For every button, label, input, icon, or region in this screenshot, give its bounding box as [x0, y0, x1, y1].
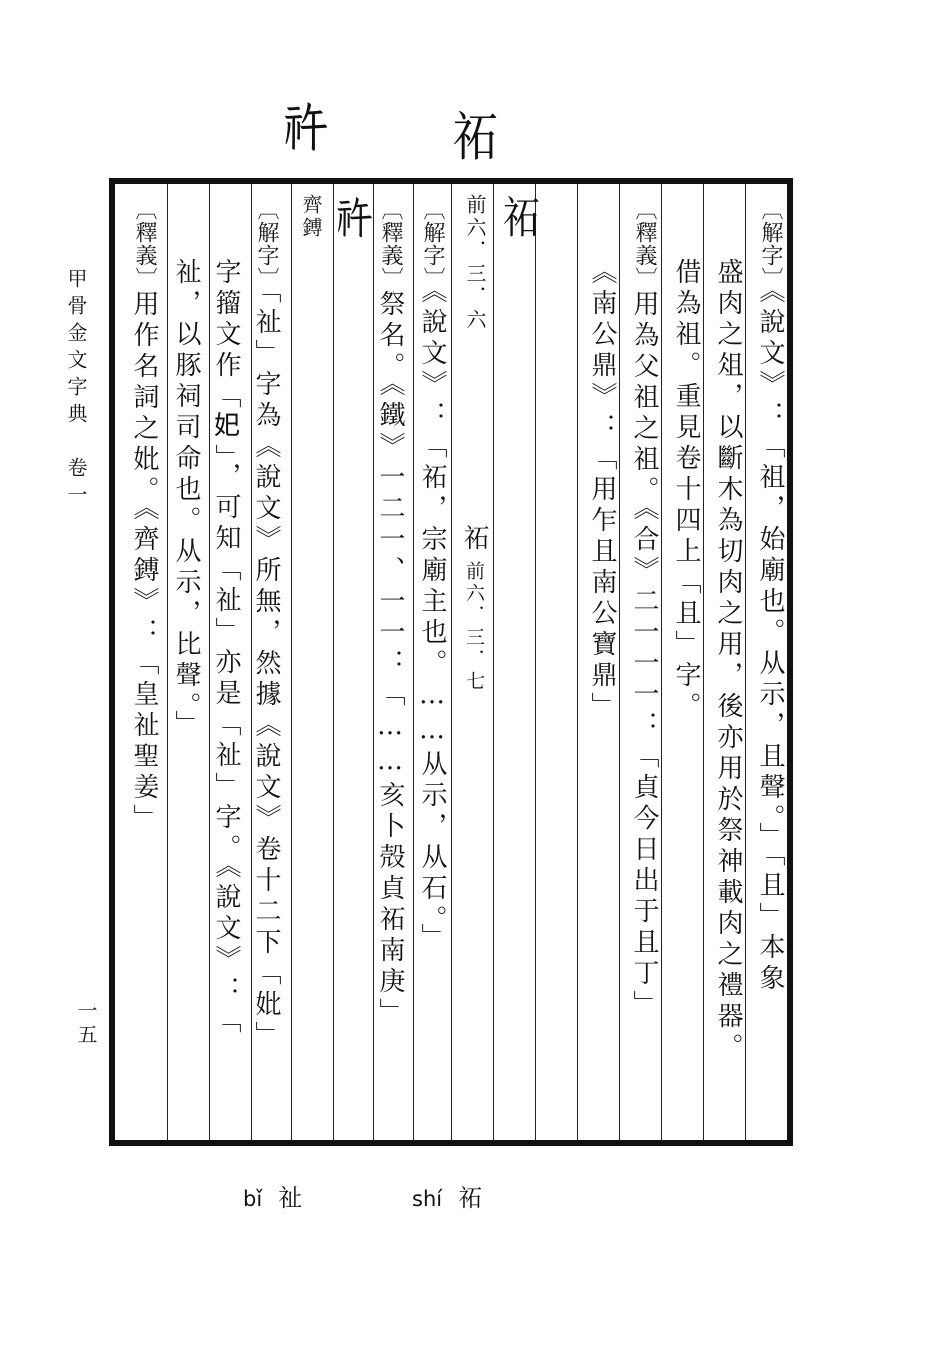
- source-label: 前六．三．六: [463, 194, 487, 332]
- bi-pinyin: bǐ: [243, 1187, 263, 1211]
- footer-labels: [0, 1178, 952, 1218]
- column-rule: [291, 184, 292, 1140]
- zu-shiyi-column-2: [589, 198, 615, 1130]
- shi-oracle-form-2: [461, 524, 487, 1130]
- column-text: 《南公鼎》：「用乍且南公寶鼎」: [587, 258, 617, 723]
- bi-char: 祉: [278, 1184, 303, 1212]
- column-text: 《說文》：「祏，宗廟主也。……从示，从石。」: [417, 290, 447, 954]
- column-text: 祉，以豚祠司命也。从示，比聲。」: [171, 258, 201, 741]
- column-text: 祭名。《鐵》一二一、一一：「……亥卜殻貞祏南庚」: [375, 290, 405, 1029]
- shi-oracle-form-1: [455, 194, 539, 332]
- jiezi-label: 〔解字〕: [758, 198, 783, 290]
- shi-footer-label: [412, 1178, 482, 1213]
- column-rule: [333, 184, 334, 1140]
- column-text: 用作名詞之妣。《齊鎛》：「皇祉聖姜」: [129, 290, 159, 835]
- source-label: 前六．三．七: [463, 561, 485, 693]
- column-text: 「祉」字為《說文》所無，然據《說文》卷十二下「妣」: [251, 290, 281, 1052]
- shi-seal-heading: 祏: [452, 105, 496, 168]
- zu-jiezi-column-2: [715, 198, 741, 1130]
- jiezi-label: 〔解字〕: [420, 198, 445, 290]
- zu-shiyi-column: [631, 198, 657, 1130]
- shi-pinyin: shí: [412, 1187, 443, 1211]
- bi-seal-heading: 𥘪: [282, 95, 326, 158]
- column-rule: [451, 184, 452, 1140]
- bi-jiezi-column-3: [173, 198, 199, 1130]
- oracle-glyph: 祏: [459, 524, 489, 553]
- bi-jiezi-column: [253, 198, 279, 1130]
- entry-frame: [109, 178, 793, 1146]
- seal-headers: [0, 95, 952, 170]
- shi-char: 祏: [458, 1184, 483, 1212]
- column-text: 借為祖。重見卷十四上「且」字。: [671, 258, 701, 723]
- jiezi-label: 〔解字〕: [254, 198, 279, 290]
- column-rule: [577, 184, 578, 1140]
- bi-bronze-form: [291, 194, 375, 252]
- bi-shiyi-column: [131, 198, 157, 1130]
- column-rule: [167, 184, 168, 1140]
- shiyi-label: 〔釋義〕: [378, 198, 403, 290]
- shi-jiezi-column: [419, 198, 445, 1130]
- bronze-glyph: 𥘪: [331, 194, 376, 238]
- shiyi-label: 〔釋義〕: [632, 198, 657, 290]
- column-rule: [413, 184, 414, 1140]
- column-text: 《說文》：「祖，始廟也。从示，且聲。」「且」本象: [755, 290, 785, 995]
- bi-footer-label: [243, 1178, 302, 1213]
- shiyi-label: 〔釋義〕: [132, 198, 157, 290]
- oracle-glyph: 祏: [495, 194, 540, 238]
- column-rule: [703, 184, 704, 1140]
- column-rule: [373, 184, 374, 1140]
- bi-jiezi-column-2: [213, 198, 239, 1130]
- column-text: 用為父祖之祖。《合》二一一一：「貞今日出于且丁」: [629, 290, 659, 1021]
- source-label: 齊鎛: [299, 194, 323, 240]
- column-rule: [661, 184, 662, 1140]
- column-rule: [209, 184, 210, 1140]
- column-text: 盛肉之俎，以斷木為切肉之用，後亦用於祭神載肉之禮器。: [713, 258, 743, 1064]
- column-rule: [745, 184, 746, 1140]
- running-head: 甲骨金文字典 卷一: [64, 268, 88, 511]
- page-number: 一五: [74, 1000, 98, 1048]
- zu-jiezi-column-3: [673, 198, 699, 1130]
- zu-jiezi-column: [757, 198, 783, 1130]
- column-text: 字籀文作「𡚱」，可知「祉」亦是「祉」字。《說文》：「: [211, 258, 241, 1038]
- column-rule: [619, 184, 620, 1140]
- shi-shiyi-column: [377, 198, 403, 1130]
